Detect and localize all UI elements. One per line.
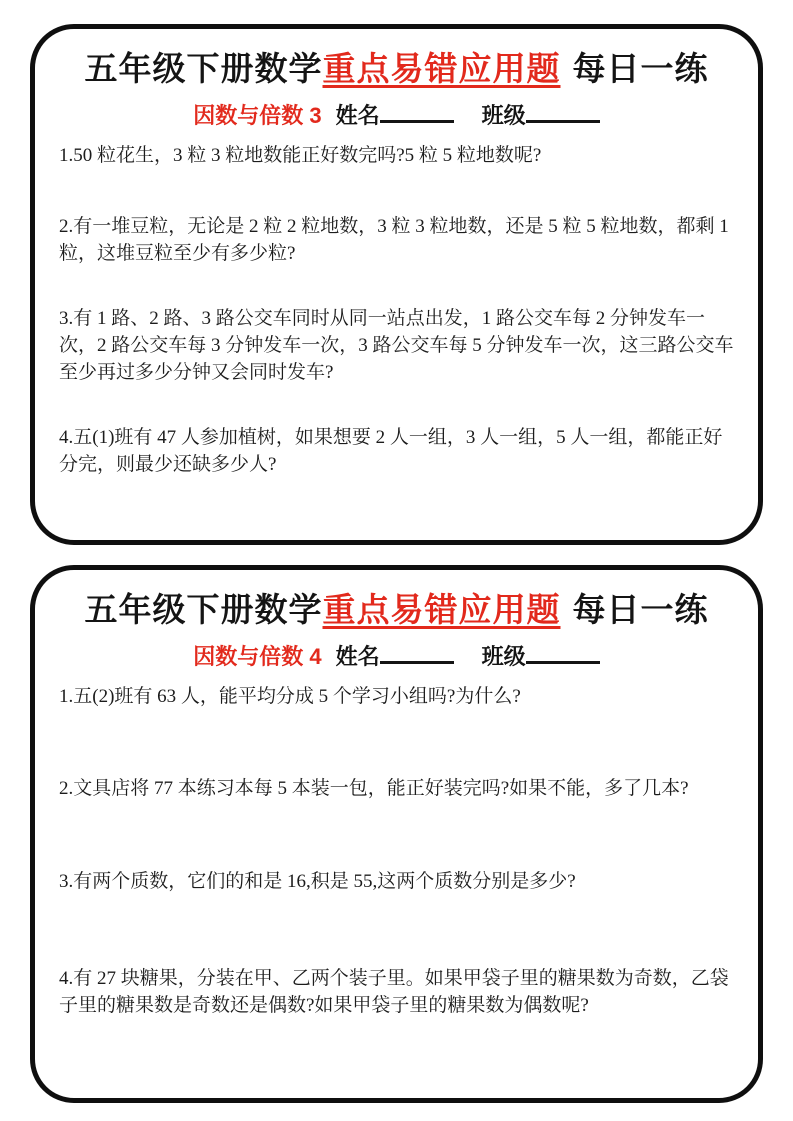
question-1: 1.50 粒花生，3 粒 3 粒地数能正好数完吗?5 粒 5 粒地数呢?	[59, 145, 542, 166]
title-prefix: 五年级下册数学	[84, 50, 323, 87]
topic-label: 因数与倍数 4	[193, 644, 322, 669]
name-blank-line	[380, 101, 454, 123]
class-blank-line	[526, 642, 600, 664]
question-3: 3.有两个质数，它们的和是 16,积是 55,这两个质数分别是多少?	[59, 870, 576, 892]
title-highlight: 重点易错应用题	[322, 591, 561, 628]
card-subtitle	[59, 99, 734, 130]
question-2: 2.有一堆豆粒，无论是 2 粒 2 粒地数，3 粒 3 粒地数，还是 5 粒 5 粒地数，都剩 1 粒，这堆豆粒至少有多少粒?	[59, 215, 729, 264]
name-label: 姓名	[335, 103, 380, 128]
title-suffix: 每日一练	[572, 591, 709, 628]
question-1: 1.五(2)班有 63 人，能平均分成 5 个学习小组吗?为什么?	[59, 686, 521, 707]
title-prefix: 五年级下册数学	[84, 591, 323, 628]
title-highlight: 重点易错应用题	[322, 50, 561, 87]
question-3: 3.有 1 路、2 路、3 路公交车同时从同一站点出发，1 路公交车每 2 分钟发车一次，2 路公交车每 3 分钟发车一次，3 路公交车每 5 分钟发车一次，这三路公交车至少再过多少分钟又会同时发车?	[59, 307, 734, 383]
name-blank-line	[380, 642, 454, 664]
question-4: 4.五(1)班有 47 人参加植树，如果想要 2 人一组，3 人一组，5 人一组，都能正好分完，则最少还缺多少人?	[59, 426, 723, 475]
card-subtitle	[59, 640, 734, 671]
topic-label: 因数与倍数 3	[193, 103, 322, 128]
worksheet-card-2	[30, 565, 763, 1103]
name-label: 姓名	[335, 644, 380, 669]
question-4: 4.有 27 块糖果，分装在甲、乙两个装子里。如果甲袋子里的糖果数为奇数，乙袋子里的糖果数是奇数还是偶数?如果甲袋子里的糖果数为偶数呢?	[59, 967, 729, 1016]
card-title	[59, 43, 734, 90]
question-2: 2.文具店将 77 本练习本每 5 本装一包，能正好装完吗?如果不能，多了几本?	[59, 777, 689, 799]
class-label: 班级	[481, 644, 526, 669]
title-suffix: 每日一练	[572, 50, 709, 87]
class-label: 班级	[481, 103, 526, 128]
worksheet-card-1	[30, 24, 763, 545]
class-blank-line	[526, 101, 600, 123]
card-title	[59, 584, 734, 631]
